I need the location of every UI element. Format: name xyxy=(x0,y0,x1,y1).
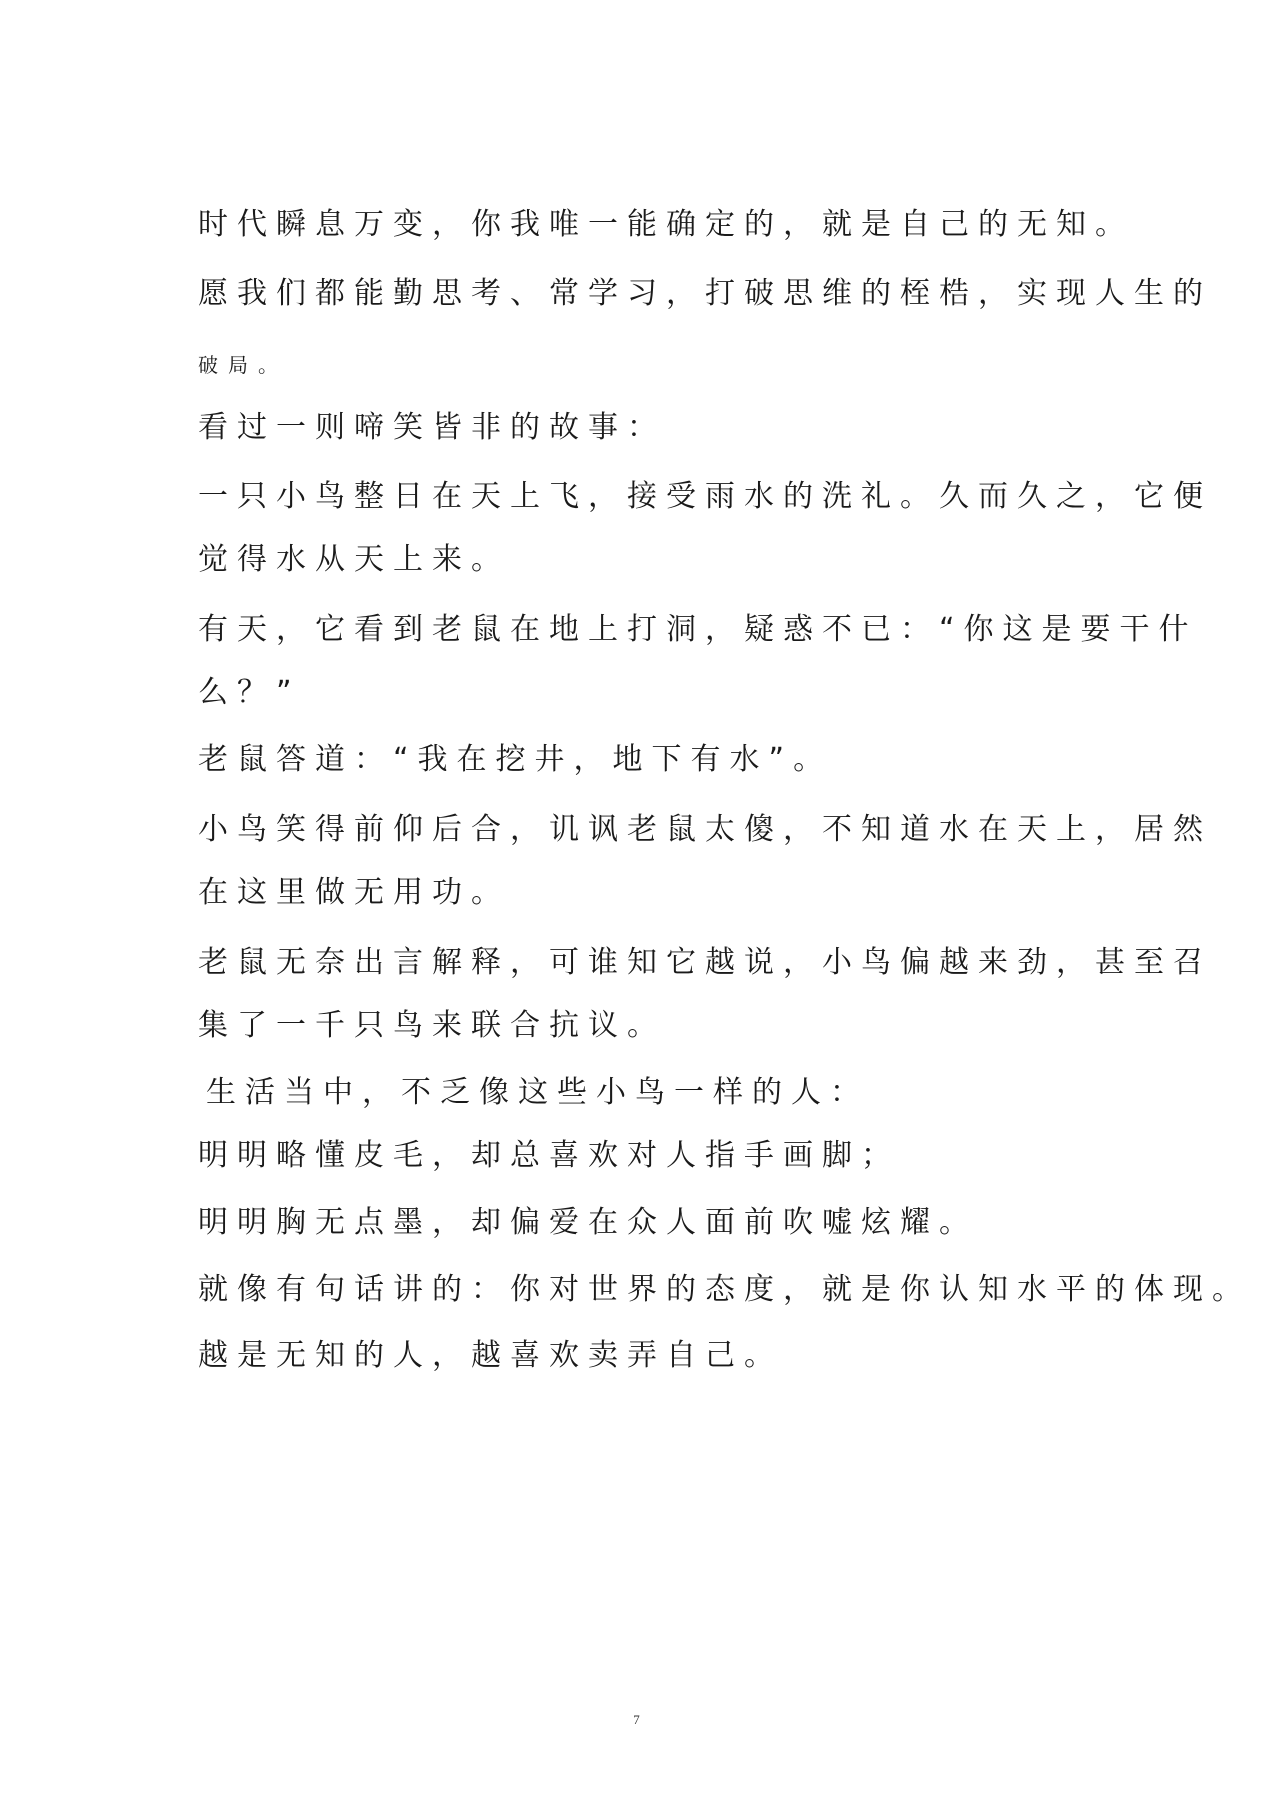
text-line: 越是无知的人，越喜欢卖弄自己。 xyxy=(198,1338,783,1373)
text-line: 愿我们都能勤思考、常学习，打破思维的桎梏，实现人生的 xyxy=(198,276,1212,311)
text-line: 就像有句话讲的：你对世界的态度，就是你认知水平的体现。 xyxy=(198,1272,1251,1307)
text-line: 破局。 xyxy=(198,353,288,377)
text-line: 时代瞬息万变，你我唯一能确定的，就是自己的无知。 xyxy=(198,207,1134,242)
text-line: 看过一则啼笑皆非的故事： xyxy=(198,410,666,445)
text-line: 明明胸无点墨，却偏爱在众人面前吹嘘炫耀。 xyxy=(198,1205,978,1240)
text-line: 集了一千只鸟来联合抗议。 xyxy=(198,1008,666,1043)
text-line: 在这里做无用功。 xyxy=(198,875,510,910)
text-line: 一只小鸟整日在天上飞，接受雨水的洗礼。久而久之，它便 xyxy=(198,479,1212,514)
text-line: 明明略懂皮毛，却总喜欢对人指手画脚； xyxy=(198,1138,900,1173)
text-line: 觉得水从天上来。 xyxy=(198,542,510,577)
text-line: 么？” xyxy=(198,675,301,710)
text-line: 小鸟笑得前仰后合，讥讽老鼠太傻，不知道水在天上，居然 xyxy=(198,812,1212,847)
page-number: 7 xyxy=(633,1712,640,1727)
text-line: 老鼠答道：“我在挖井，地下有水”。 xyxy=(198,742,833,777)
text-line: 有天，它看到老鼠在地上打洞，疑惑不已：“你这是要干什 xyxy=(198,612,1198,647)
text-line: 生活当中，不乏像这些小鸟一样的人： xyxy=(206,1075,869,1110)
text-line: 老鼠无奈出言解释，可谁知它越说，小鸟偏越来劲，甚至召 xyxy=(198,945,1212,980)
